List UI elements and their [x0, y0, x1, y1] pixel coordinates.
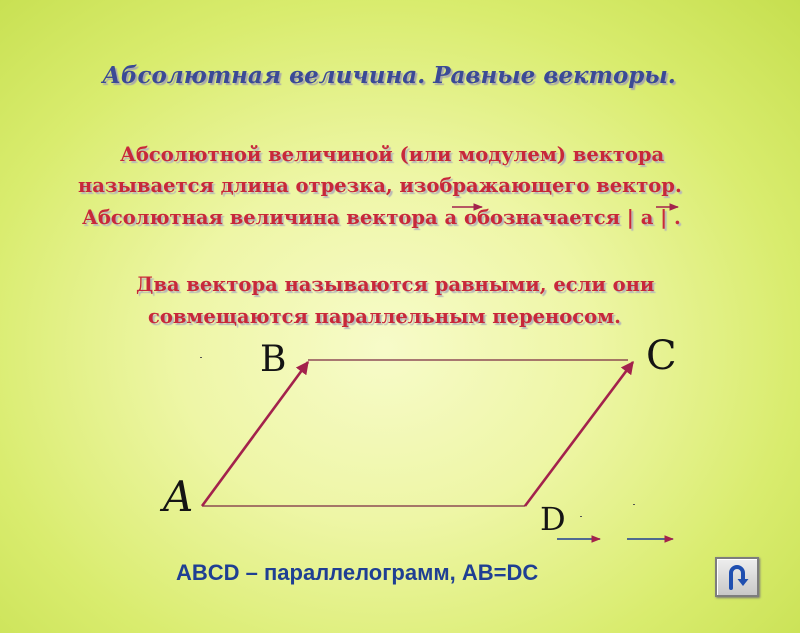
decorative-dot — [200, 357, 202, 358]
vector-dc-arrow — [525, 362, 633, 506]
bottom-caption: ABCD – параллелограмм, AB=DC — [176, 560, 539, 585]
definition-line-1: Абсолютной величиной (или модулем) вектора — [120, 143, 665, 166]
vector-a-symbol: a — [444, 206, 458, 229]
abs-open-bar: | — [626, 206, 634, 229]
vertex-label-d: D — [540, 500, 566, 538]
definition-line-2: называется длина отрезка, изображающего вектор. — [78, 174, 682, 197]
vertex-label-a: A — [163, 472, 194, 521]
slide-title: Абсолютная величина. Равные векторы. — [102, 62, 676, 89]
vertex-label-b: B — [260, 339, 287, 380]
abs-close-bar: | — [660, 206, 668, 229]
vertex-label-c: C — [646, 333, 677, 379]
equality-line-1: Два вектора называются равными, если они — [136, 273, 655, 296]
u-turn-arrow-icon — [722, 562, 752, 592]
decorative-dot — [580, 516, 582, 517]
return-button[interactable] — [715, 557, 759, 597]
decorative-dot — [633, 504, 635, 505]
vector-ab-arrow — [202, 362, 308, 506]
definition-line-3-prefix: Абсолютная величина вектора — [82, 206, 438, 229]
equality-line-2: совмещаются параллельным переносом. — [148, 305, 621, 328]
abs-vector-a-symbol: a — [640, 206, 654, 229]
definition-line-3-middle: обозначается — [463, 206, 620, 229]
definition-line-3-end: . — [674, 206, 681, 229]
